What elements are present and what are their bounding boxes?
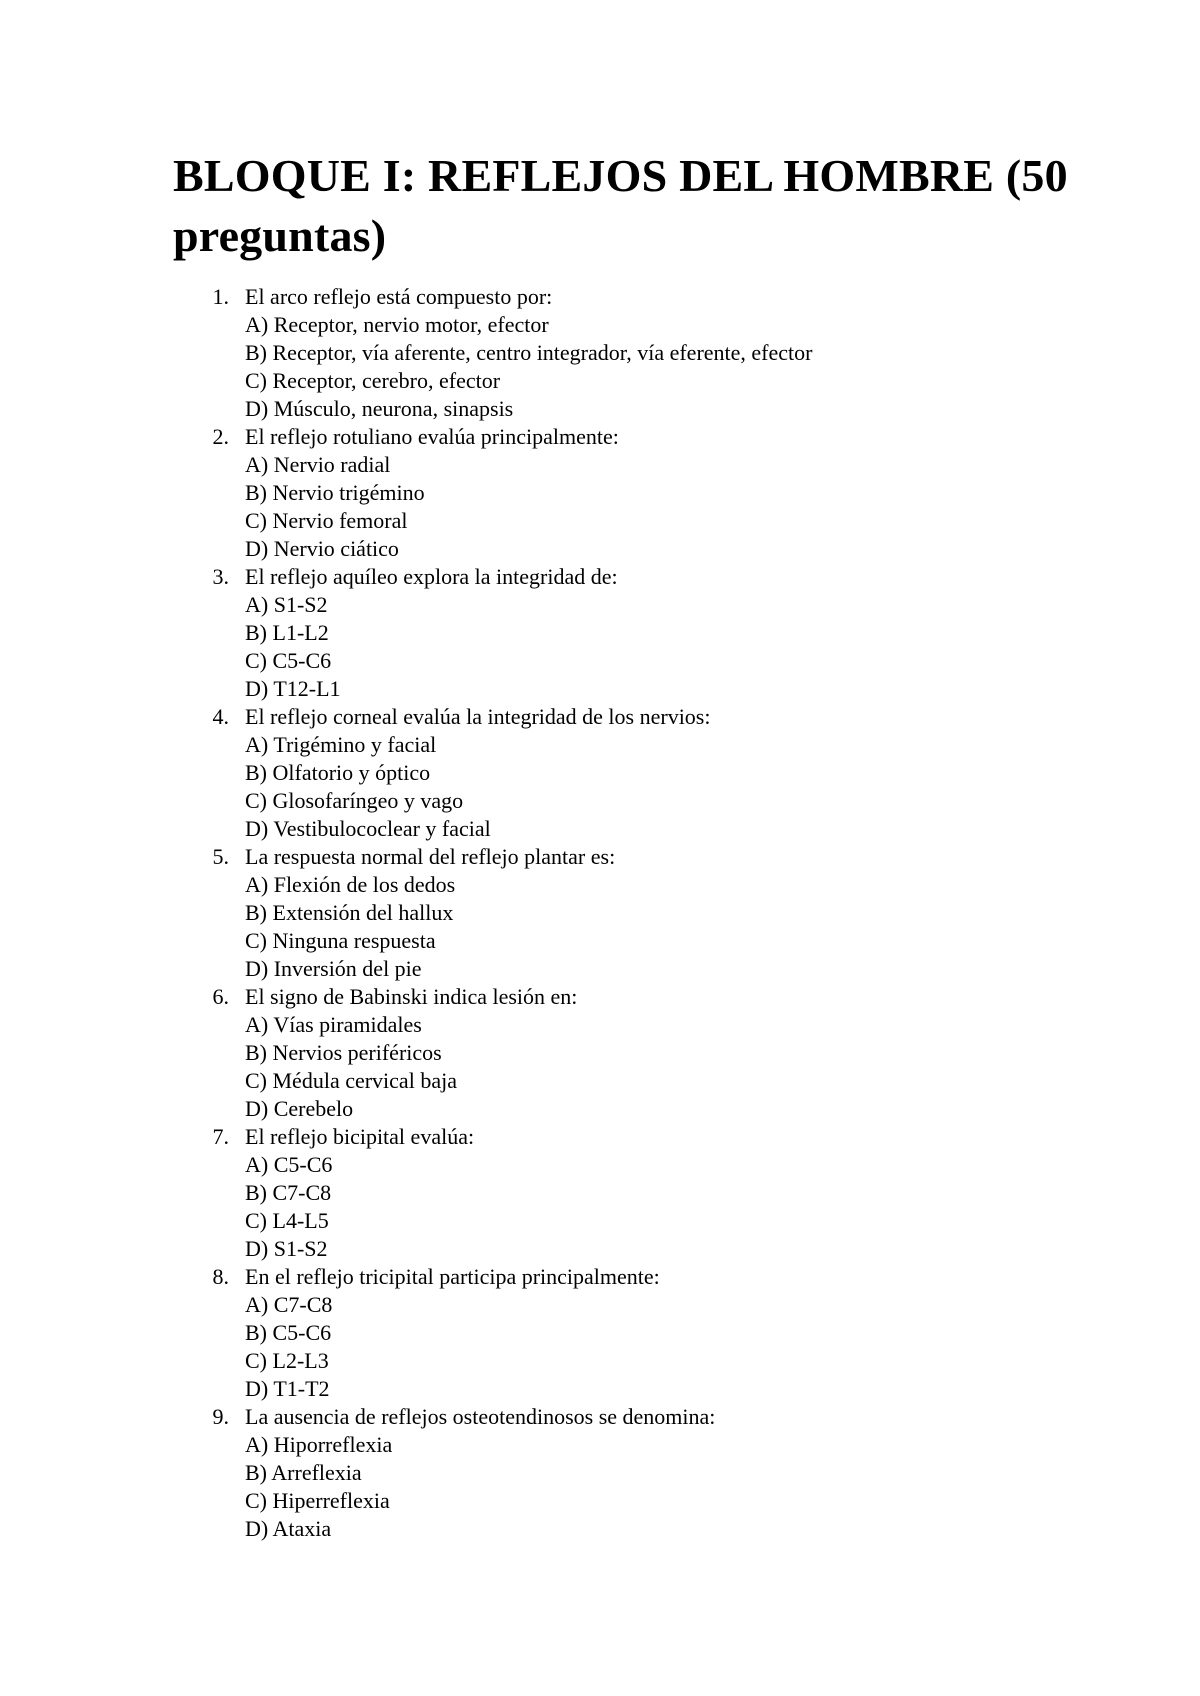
- option-a: A) Vías piramidales: [245, 1012, 422, 1037]
- question-item: [0, 843, 1200, 983]
- option-c: C) Hiperreflexia: [245, 1488, 390, 1513]
- page-title: BLOQUE I: REFLEJOS DEL HOMBRE (50 preguntas): [173, 150, 1068, 261]
- question-text: El signo de Babinski indica lesión en:: [245, 984, 578, 1009]
- question-number: 7.: [212, 1124, 229, 1149]
- option-b: B) Receptor, vía aferente, centro integrador, vía eferente, efector: [245, 340, 813, 365]
- question-item: [0, 983, 1200, 1123]
- question-list: [0, 283, 1200, 1543]
- option-a: A) C7-C8: [245, 1292, 333, 1317]
- question-item: [0, 1403, 1200, 1543]
- option-a: A) Nervio radial: [245, 452, 391, 477]
- question-text: El reflejo corneal evalúa la integridad de los nervios:: [245, 704, 711, 729]
- question-item: [0, 1263, 1200, 1403]
- option-c: C) L2-L3: [245, 1348, 329, 1373]
- question-text: El arco reflejo está compuesto por:: [245, 284, 553, 309]
- option-a: A) Receptor, nervio motor, efector: [245, 312, 549, 337]
- question-number: 9.: [212, 1404, 229, 1429]
- option-a: A) Flexión de los dedos: [245, 872, 456, 897]
- option-c: C) Glosofaríngeo y vago: [245, 788, 464, 813]
- option-c: C) Médula cervical baja: [245, 1068, 457, 1093]
- option-d: D) T1-T2: [245, 1376, 330, 1401]
- option-d: D) Músculo, neurona, sinapsis: [245, 396, 514, 421]
- option-b: B) C5-C6: [245, 1320, 332, 1345]
- option-a: A) Trigémino y facial: [245, 732, 437, 757]
- option-d: D) Vestibulococlear y facial: [245, 816, 491, 841]
- question-item: [0, 283, 1200, 423]
- question-item: [0, 703, 1200, 843]
- question-text: El reflejo bicipital evalúa:: [245, 1124, 475, 1149]
- option-d: D) Ataxia: [245, 1516, 332, 1541]
- option-d: D) T12-L1: [245, 676, 341, 701]
- question-number: 5.: [212, 844, 229, 869]
- question-number: 1.: [212, 284, 229, 309]
- question-text: El reflejo aquíleo explora la integridad de:: [245, 564, 618, 589]
- option-c: C) Nervio femoral: [245, 508, 408, 533]
- option-b: B) C7-C8: [245, 1180, 332, 1205]
- question-text: La respuesta normal del reflejo plantar es:: [245, 844, 616, 869]
- question-number: 4.: [212, 704, 229, 729]
- question-number: 8.: [212, 1264, 229, 1289]
- option-c: C) Ninguna respuesta: [245, 928, 436, 953]
- question-number: 3.: [212, 564, 229, 589]
- option-b: B) L1-L2: [245, 620, 329, 645]
- option-a: A) Hiporreflexia: [245, 1432, 393, 1457]
- option-c: C) C5-C6: [245, 648, 332, 673]
- option-d: D) Cerebelo: [245, 1096, 354, 1121]
- option-d: D) Nervio ciático: [245, 536, 399, 561]
- option-b: B) Arreflexia: [245, 1460, 362, 1485]
- question-item: [0, 423, 1200, 563]
- option-c: C) Receptor, cerebro, efector: [245, 368, 501, 393]
- option-c: C) L4-L5: [245, 1208, 329, 1233]
- option-b: B) Nervios periféricos: [245, 1040, 442, 1065]
- option-a: A) C5-C6: [245, 1152, 333, 1177]
- option-d: D) Inversión del pie: [245, 956, 422, 981]
- question-text: El reflejo rotuliano evalúa principalmente:: [245, 424, 619, 449]
- option-b: B) Extensión del hallux: [245, 900, 454, 925]
- option-d: D) S1-S2: [245, 1236, 328, 1261]
- option-b: B) Olfatorio y óptico: [245, 760, 431, 785]
- option-a: A) S1-S2: [245, 592, 328, 617]
- question-text: La ausencia de reflejos osteotendinosos se denomina:: [245, 1404, 716, 1429]
- question-item: [0, 563, 1200, 703]
- option-b: B) Nervio trigémino: [245, 480, 425, 505]
- question-item: [0, 1123, 1200, 1263]
- question-text: En el reflejo tricipital participa principalmente:: [245, 1264, 660, 1289]
- question-number: 2.: [212, 424, 229, 449]
- question-number: 6.: [212, 984, 229, 1009]
